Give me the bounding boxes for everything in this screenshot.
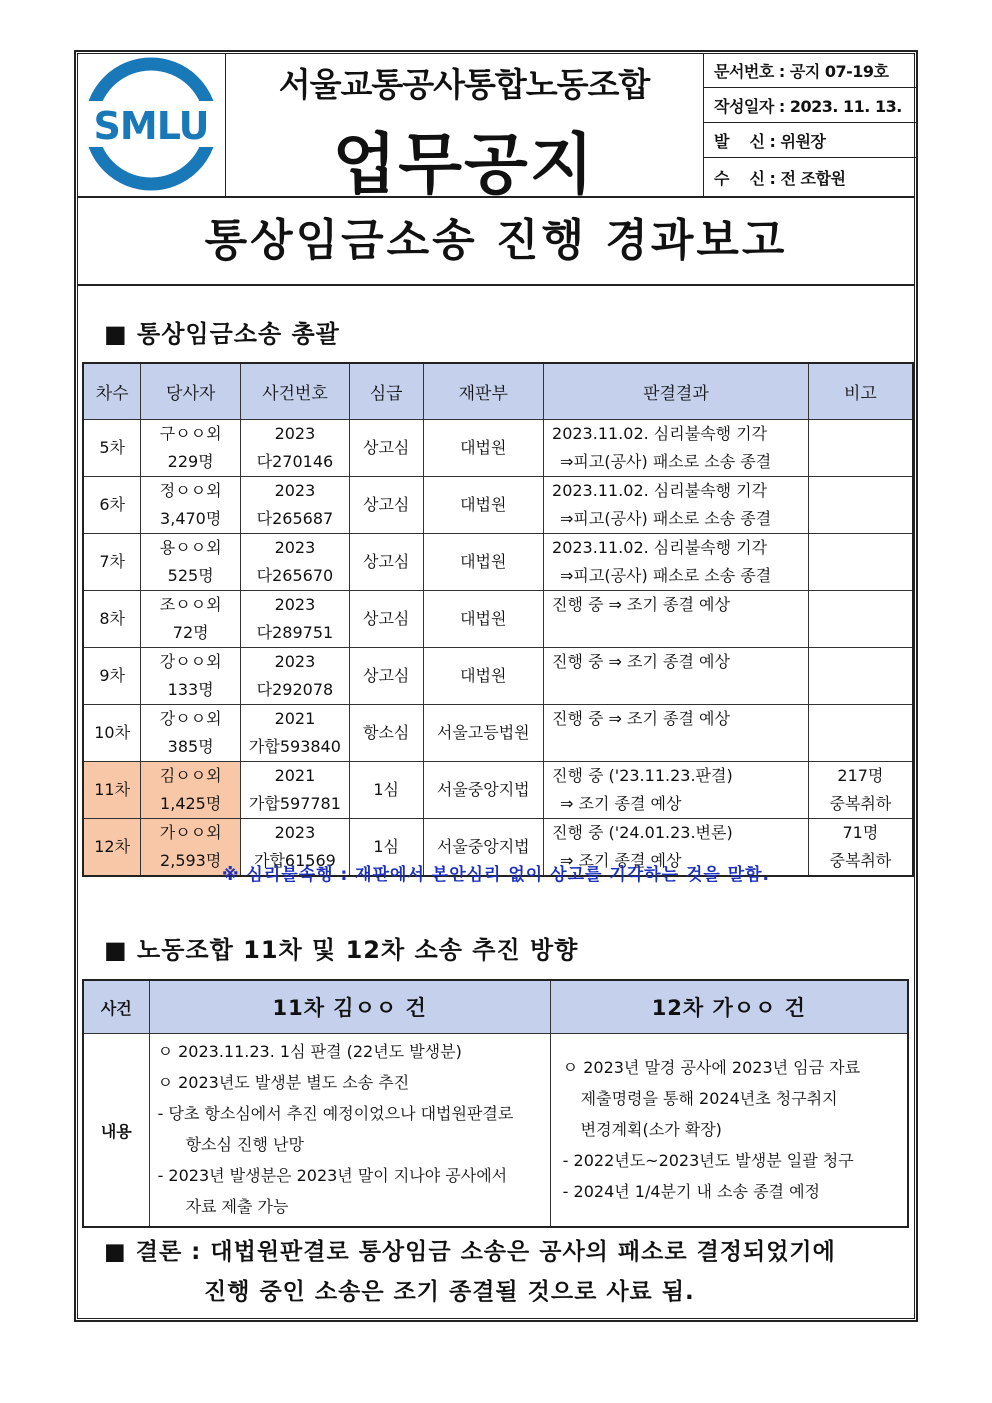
- report-title: 통상임금소송 진행 경과보고: [77, 198, 915, 286]
- case-number-cell: [241, 704, 350, 761]
- result-cell-text: 2023.11.02. 심리불속행 기각: [552, 423, 768, 443]
- document-meta: [703, 53, 916, 196]
- document-header: [77, 53, 915, 203]
- result-cell-text: 진행 중 ('23.11.23.판결): [552, 765, 733, 785]
- level-cell-text: 1심: [373, 836, 399, 856]
- summary-table: [82, 362, 914, 877]
- result-cell: [544, 704, 809, 761]
- doc-date: 작성일자 : 2023. 11. 13.: [704, 88, 916, 123]
- col-case-12: 12차 가ㅇㅇ 건: [550, 980, 908, 1034]
- party-cell: [141, 533, 241, 590]
- result-cell: [544, 590, 809, 647]
- level-cell-text: 항소심: [362, 722, 410, 742]
- note-cell: [808, 476, 913, 533]
- doc-recipient: 수 신 : 전 조합원: [714, 168, 846, 188]
- level-cell: [349, 647, 423, 704]
- case-number-cell-text: 2023: [274, 822, 316, 842]
- round-cell: [83, 533, 141, 590]
- level-cell-text: 상고심: [362, 665, 410, 685]
- party-cell-text: 1,425명: [160, 793, 222, 813]
- case-12-line: 제출명령을 통해 2024년초 청구취지: [580, 1088, 838, 1108]
- case-number-cell-text: 2023: [274, 480, 316, 500]
- col-court: 재판부: [423, 363, 543, 419]
- case-number-cell-text: 2021: [274, 765, 316, 785]
- court-cell-text: 서울중앙지법: [436, 779, 530, 799]
- case-number-cell: [241, 419, 350, 476]
- level-cell: [349, 590, 423, 647]
- round-cell: [83, 419, 141, 476]
- level-cell-text: 상고심: [362, 494, 410, 514]
- case-11-line: - 당초 항소심에서 추진 예정이었으나 대법원판결로: [157, 1104, 514, 1123]
- court-cell-text: 대법원: [460, 665, 507, 685]
- case-12-line: ㅇ 2023년 말경 공사에 2023년 임금 자료: [562, 1057, 861, 1077]
- summary-row: [83, 704, 913, 761]
- note-cell: [808, 761, 913, 818]
- party-cell: [141, 476, 241, 533]
- note-cell: [808, 533, 913, 590]
- doc-number: 문서번호 : 공지 07-19호: [704, 53, 916, 88]
- case-11-content: [149, 1034, 550, 1228]
- case-11-line: 항소심 진행 난망: [185, 1135, 304, 1154]
- party-cell-text: 3,470명: [160, 508, 222, 528]
- level-cell: [349, 761, 423, 818]
- row-label-content: 내용: [83, 1034, 149, 1228]
- summary-row: [83, 761, 913, 818]
- round-cell-text: 7차: [99, 551, 125, 571]
- round-cell: [83, 476, 141, 533]
- col-case-11: 11차 김ㅇㅇ 건: [149, 980, 550, 1034]
- round-cell-text: 8차: [99, 608, 125, 628]
- case-number-cell: [241, 476, 350, 533]
- result-cell-text: 진행 중 ⇒ 조기 종결 예상: [552, 594, 730, 614]
- summary-row: [83, 533, 913, 590]
- party-cell-text: 72명: [172, 622, 209, 642]
- case-number-cell-text: 다270146: [256, 451, 334, 471]
- case-number-cell-text: 가합597781: [248, 793, 341, 813]
- col-level: 심급: [349, 363, 423, 419]
- case-number-cell: [241, 647, 350, 704]
- case-11-line: ㅇ 2023년도 발생분 별도 소송 추진: [157, 1073, 410, 1092]
- case-number-cell-text: 2023: [274, 423, 316, 443]
- direction-header-row: [83, 980, 908, 1034]
- case-12-line: - 2024년 1/4분기 내 소송 종결 예정: [562, 1181, 820, 1201]
- case-number-cell-text: 다289751: [256, 622, 334, 642]
- conclusion-line1: ■ 결론 : 대법원판결로 통상임금 소송은 공사의 패소로 결정되었기에: [104, 1239, 836, 1265]
- header-title-cell: [225, 53, 703, 203]
- note-cell-text: 중복취하: [829, 793, 892, 813]
- case-12-line: 변경계획(소가 확장): [580, 1119, 722, 1139]
- case-number-cell: [241, 533, 350, 590]
- party-cell-text: 525명: [167, 565, 214, 585]
- party-cell-text: 조ㅇㅇ외: [159, 594, 222, 614]
- notice-title: 업무공지: [332, 126, 596, 203]
- note-cell-text: 71명: [842, 822, 879, 842]
- footnote: ※ 심리불속행 : 재판에서 본안심리 없이 상고를 기각하는 것을 말함.: [221, 865, 771, 885]
- court-cell: [423, 647, 543, 704]
- party-cell-text: 2,593명: [160, 850, 222, 870]
- round-cell: [83, 761, 141, 818]
- note-cell-text: 217명: [837, 765, 884, 785]
- result-cell: [544, 533, 809, 590]
- col-case-label: 사건: [83, 980, 149, 1034]
- party-cell-text: 정ㅇㅇ외: [159, 480, 222, 500]
- level-cell: [349, 704, 423, 761]
- party-cell: [141, 419, 241, 476]
- case-number-cell-text: 2021: [274, 708, 316, 728]
- case-12-line: - 2022년도~2023년도 발생분 일괄 청구: [562, 1150, 854, 1170]
- case-number-cell-text: 2023: [274, 594, 316, 614]
- result-cell-text: ⇒피고(공사) 패소로 소송 종결: [560, 565, 772, 585]
- party-cell-text: 용ㅇㅇ외: [159, 537, 222, 557]
- round-cell: [83, 647, 141, 704]
- result-cell: [544, 419, 809, 476]
- note-cell-text: 중복취하: [829, 850, 892, 870]
- col-note: 비고: [808, 363, 913, 419]
- party-cell-text: 구ㅇㅇ외: [159, 423, 222, 443]
- section2-heading: ■ 노동조합 11차 및 12차 소송 추진 방향: [104, 936, 579, 964]
- case-12-content: [550, 1034, 908, 1228]
- summary-row: [83, 419, 913, 476]
- case-number-cell-text: 다265670: [256, 565, 334, 585]
- party-cell-text: 229명: [167, 451, 214, 471]
- note-cell: [808, 647, 913, 704]
- party-cell-text: 133명: [167, 679, 214, 699]
- result-cell-text: ⇒ 조기 종결 예상: [560, 793, 682, 813]
- direction-content-row: [83, 1034, 908, 1228]
- level-cell-text: 상고심: [362, 608, 410, 628]
- round-cell-text: 5차: [99, 437, 125, 457]
- summary-header-row: [83, 363, 913, 419]
- court-cell: [423, 761, 543, 818]
- round-cell-text: 9차: [99, 665, 125, 685]
- case-number-cell-text: 다292078: [256, 679, 334, 699]
- court-cell: [423, 590, 543, 647]
- party-cell-text: 김ㅇㅇ외: [159, 765, 222, 785]
- direction-table: [82, 979, 909, 1228]
- result-cell-text: ⇒피고(공사) 패소로 소송 종결: [560, 451, 772, 471]
- col-result: 판결결과: [544, 363, 809, 419]
- logo-cell: [77, 53, 226, 196]
- result-cell-text: 2023.11.02. 심리불속행 기각: [552, 537, 768, 557]
- court-cell-text: 대법원: [460, 437, 507, 457]
- case-number-cell: [241, 761, 350, 818]
- case-11-line: 자료 제출 가능: [185, 1197, 289, 1216]
- result-cell-text: ⇒피고(공사) 패소로 소송 종결: [560, 508, 772, 528]
- result-cell-text: 진행 중 ⇒ 조기 종결 예상: [552, 651, 730, 671]
- level-cell-text: 상고심: [362, 437, 410, 457]
- doc-sender: 발 신 : 위원장: [704, 123, 916, 158]
- party-cell-text: 강ㅇㅇ외: [159, 651, 222, 671]
- court-cell: [423, 476, 543, 533]
- round-cell: [83, 704, 141, 761]
- level-cell: [349, 533, 423, 590]
- case-number-cell-text: 다265687: [256, 508, 334, 528]
- court-cell-text: 대법원: [460, 608, 507, 628]
- conclusion: [104, 1232, 836, 1312]
- result-cell-text: 진행 중 ('24.01.23.변론): [552, 822, 733, 842]
- result-cell-text: [552, 737, 560, 756]
- court-cell: [423, 419, 543, 476]
- svg-text:SMLU: SMLU: [93, 104, 209, 148]
- col-party: 당사자: [141, 363, 241, 419]
- round-cell-text: 6차: [99, 494, 125, 514]
- round-cell: [83, 590, 141, 647]
- party-cell-text: 강ㅇㅇ외: [159, 708, 222, 728]
- section1-heading: ■ 통상임금소송 총괄: [104, 320, 340, 348]
- court-cell-text: 서울중앙지법: [436, 836, 530, 856]
- case-number-cell-text: 2023: [274, 537, 316, 557]
- summary-row: [83, 647, 913, 704]
- summary-row: [83, 590, 913, 647]
- result-cell: [544, 761, 809, 818]
- case-number-cell-text: 2023: [274, 651, 316, 671]
- party-cell: [141, 704, 241, 761]
- court-cell-text: 서울고등법원: [436, 722, 530, 742]
- party-cell: [141, 761, 241, 818]
- court-cell: [423, 704, 543, 761]
- court-cell: [423, 533, 543, 590]
- case-number-cell-text: 가합61569: [254, 850, 336, 870]
- party-cell: [141, 647, 241, 704]
- result-cell-text: 진행 중 ⇒ 조기 종결 예상: [552, 708, 730, 728]
- round-cell-text: 10차: [94, 722, 131, 742]
- court-cell-text: 대법원: [460, 494, 507, 514]
- case-11-line: ㅇ 2023.11.23. 1심 판결 (22년도 발생분): [157, 1042, 462, 1061]
- level-cell-text: 상고심: [362, 551, 410, 571]
- party-cell-text: 385명: [167, 736, 214, 756]
- result-cell-text: 2023.11.02. 심리불속행 기각: [552, 480, 768, 500]
- col-case: 사건번호: [241, 363, 350, 419]
- party-cell: [141, 590, 241, 647]
- note-cell: [808, 704, 913, 761]
- round-cell-text: 12차: [94, 836, 131, 856]
- level-cell: [349, 476, 423, 533]
- result-cell: [544, 476, 809, 533]
- note-cell: [808, 590, 913, 647]
- result-cell-text: [552, 680, 560, 699]
- level-cell: [349, 419, 423, 476]
- case-number-cell: [241, 590, 350, 647]
- level-cell-text: 1심: [373, 779, 399, 799]
- round-cell-text: 11차: [94, 779, 131, 799]
- case-number-cell-text: 가합593840: [248, 736, 341, 756]
- court-cell-text: 대법원: [460, 551, 507, 571]
- conclusion-line2: 진행 중인 소송은 조기 종결될 것으로 사료 됨.: [204, 1279, 695, 1305]
- smlu-logo: [77, 53, 225, 196]
- party-cell-text: 가ㅇㅇ외: [159, 822, 222, 842]
- result-cell-text: [552, 623, 560, 642]
- result-cell: [544, 647, 809, 704]
- case-11-line: - 2023년 발생분은 2023년 말이 지나야 공사에서: [157, 1166, 508, 1185]
- note-cell: [808, 419, 913, 476]
- col-round: 차수: [83, 363, 141, 419]
- union-name: 서울교통공사통합노동조합: [278, 65, 650, 104]
- summary-row: [83, 476, 913, 533]
- result-cell-text: ⇒ 조기 종결 예상: [560, 850, 682, 870]
